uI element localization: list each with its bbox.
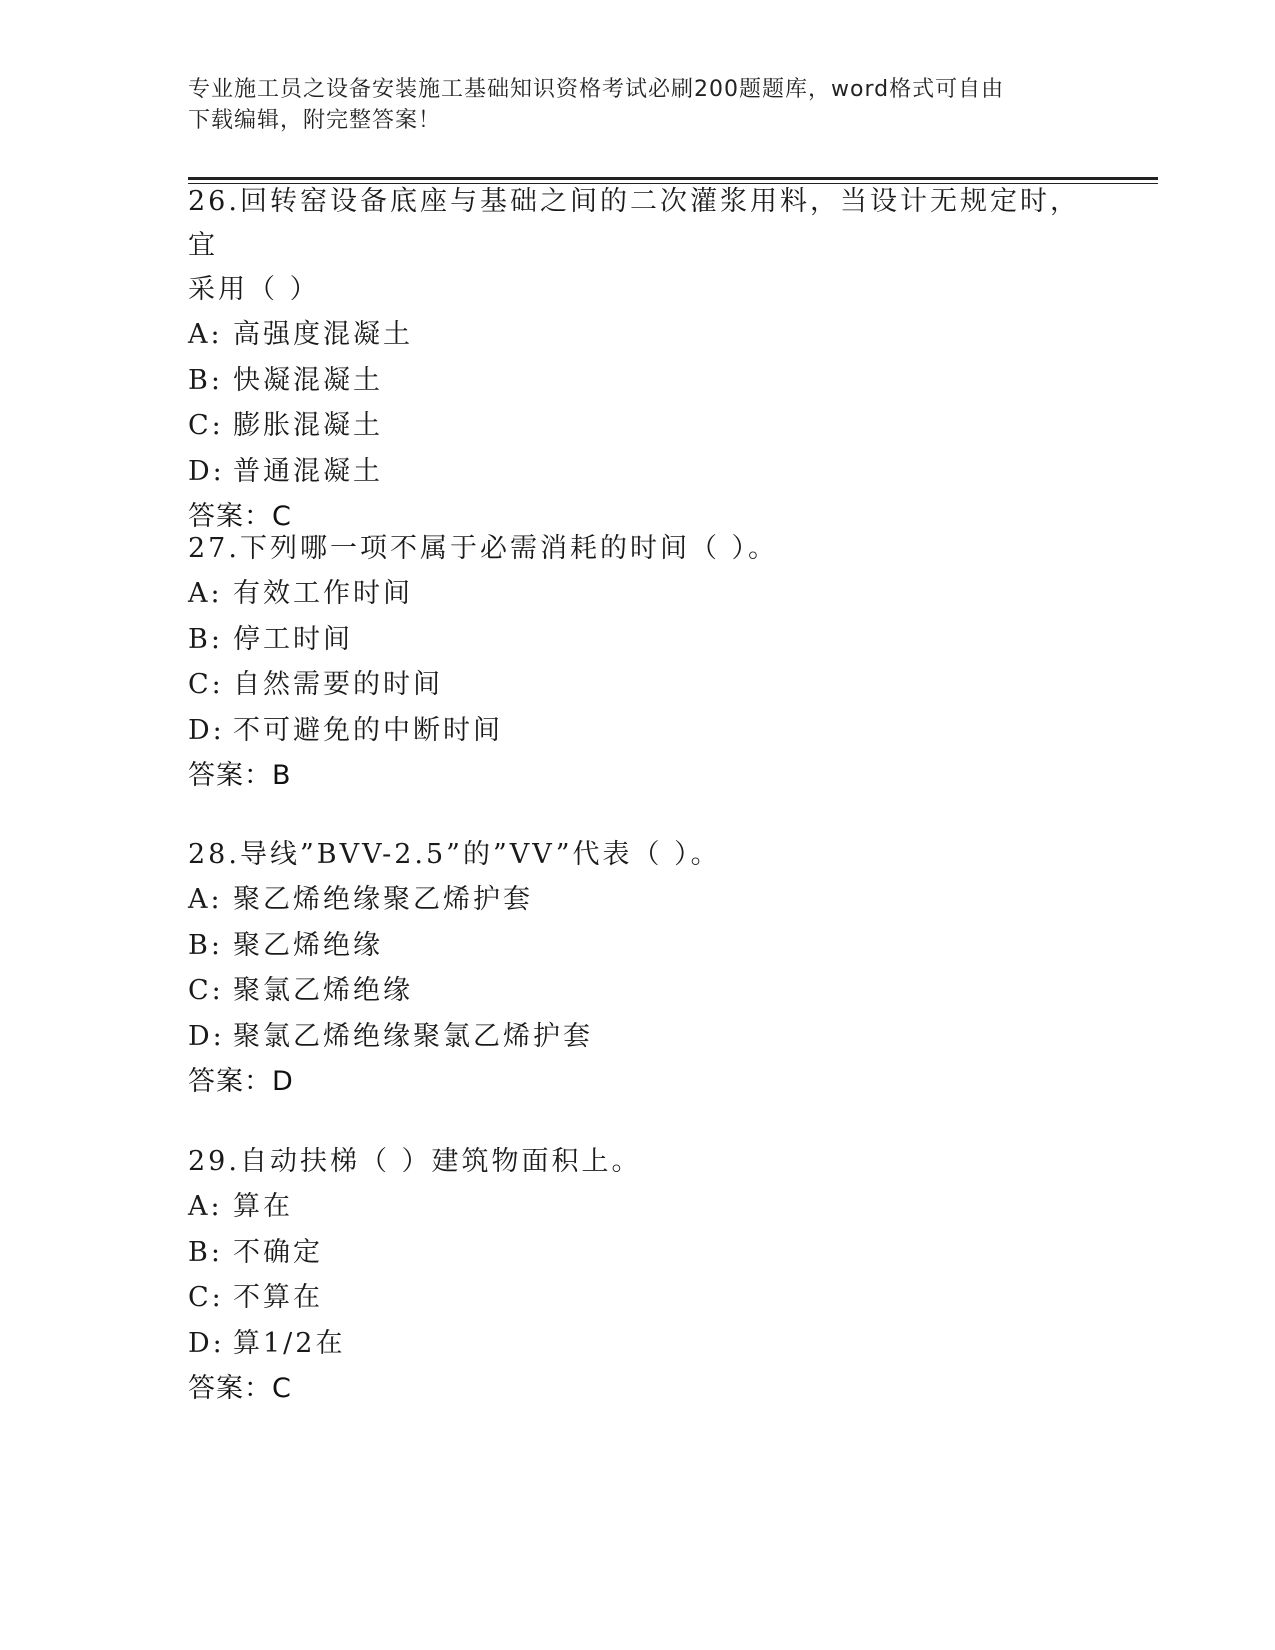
option-b bbox=[188, 1230, 1088, 1276]
option-text: 不算在 bbox=[233, 1282, 323, 1313]
option-c bbox=[188, 662, 1088, 708]
option-b bbox=[188, 617, 1088, 663]
option-text: 有效工作时间 bbox=[233, 578, 413, 609]
option-a bbox=[188, 877, 1088, 923]
option-text: 聚乙烯绝缘聚乙烯护套 bbox=[233, 884, 533, 915]
question-stem-line-2: 采用（ ） bbox=[188, 274, 320, 305]
option-text: 聚乙烯绝缘 bbox=[233, 929, 383, 961]
option-a bbox=[188, 571, 1088, 617]
document-header bbox=[188, 74, 1068, 136]
option-d bbox=[188, 708, 1088, 754]
option-text: 停工时间 bbox=[233, 623, 353, 655]
option-text: 不可避免的中断时间 bbox=[233, 714, 503, 746]
question-stem bbox=[188, 527, 1088, 571]
question-26 bbox=[188, 180, 1088, 540]
question-stem bbox=[188, 1140, 1088, 1184]
header-line-1: 专业施工员之设备安装施工基础知识资格考试必刷200题题库，word格式可自由 bbox=[188, 77, 1005, 102]
question-stem-line-1: 28.导线”BVV-2.5”的”VV”代表（ ）。 bbox=[188, 839, 721, 870]
option-a bbox=[188, 1184, 1088, 1230]
option-text: 膨胀混凝土 bbox=[233, 410, 383, 441]
question-27 bbox=[188, 527, 1088, 799]
answer-line: 答案：C bbox=[188, 1373, 292, 1404]
option-letter: A: bbox=[188, 578, 223, 609]
header-line-2: 下载编辑，附完整答案！ bbox=[188, 108, 442, 133]
option-letter: A: bbox=[188, 1191, 223, 1222]
question-28 bbox=[188, 833, 1088, 1105]
question-stem bbox=[188, 180, 1088, 312]
option-c bbox=[188, 1275, 1088, 1321]
question-stem-line-1: 26.回转窑设备底座与基础之间的二次灌浆用料，当设计无规定时，宜 bbox=[188, 186, 1080, 261]
option-c bbox=[188, 403, 1088, 449]
question-stem bbox=[188, 833, 1088, 877]
option-b bbox=[188, 358, 1088, 404]
option-letter: B: bbox=[188, 1236, 223, 1268]
option-text: 自然需要的时间 bbox=[233, 669, 443, 700]
option-b bbox=[188, 923, 1088, 969]
option-text: 聚氯乙烯绝缘聚氯乙烯护套 bbox=[233, 1020, 593, 1052]
question-stem-line-1: 27.下列哪一项不属于必需消耗的时间（ ）。 bbox=[188, 533, 779, 564]
option-letter: C: bbox=[188, 1282, 224, 1313]
option-letter: C: bbox=[188, 669, 224, 700]
option-text: 不确定 bbox=[233, 1236, 323, 1268]
option-letter: B: bbox=[188, 364, 223, 396]
option-c bbox=[188, 968, 1088, 1014]
answer-line: 答案：B bbox=[188, 760, 292, 791]
option-letter: B: bbox=[188, 929, 223, 961]
option-d bbox=[188, 449, 1088, 495]
option-text: 快凝混凝土 bbox=[233, 364, 383, 396]
option-letter: A: bbox=[188, 884, 223, 915]
answer-line: 答案：C bbox=[188, 501, 292, 532]
option-text: 算1/2在 bbox=[233, 1327, 346, 1359]
option-text: 高强度混凝土 bbox=[233, 319, 413, 350]
option-letter: C: bbox=[188, 410, 224, 441]
answer-line: 答案：D bbox=[188, 1066, 294, 1097]
option-d bbox=[188, 1014, 1088, 1060]
option-text: 算在 bbox=[233, 1191, 293, 1222]
option-text: 普通混凝土 bbox=[233, 455, 383, 487]
option-letter: C: bbox=[188, 975, 224, 1006]
option-letter: A: bbox=[188, 319, 223, 350]
option-letter: D: bbox=[188, 1327, 225, 1359]
option-letter: B: bbox=[188, 623, 223, 655]
option-letter: D: bbox=[188, 455, 225, 487]
option-letter: D: bbox=[188, 1020, 225, 1052]
option-text: 聚氯乙烯绝缘 bbox=[233, 975, 413, 1006]
option-letter: D: bbox=[188, 714, 225, 746]
question-stem-line-1: 29.自动扶梯（ ）建筑物面积上。 bbox=[188, 1146, 642, 1177]
option-d bbox=[188, 1321, 1088, 1367]
option-a bbox=[188, 312, 1088, 358]
question-29 bbox=[188, 1140, 1088, 1412]
